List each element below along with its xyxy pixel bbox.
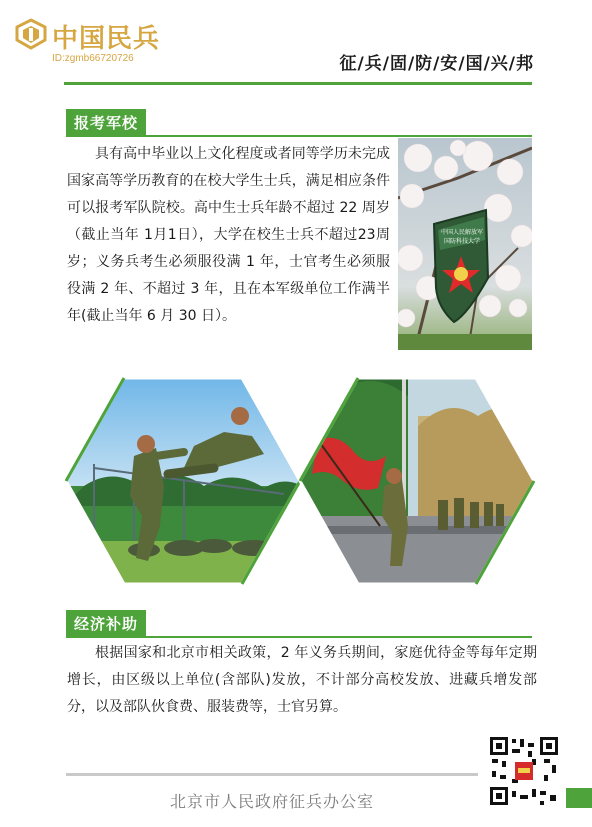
logo [14, 12, 164, 64]
cherry-blossom-badge-photo [398, 138, 532, 350]
section-body-financial-aid: 根据国家和北京市相关政策，2 年义务兵期间，家庭优待金等每年定期增长，由区级以上单位(含部队)发放，不计部分高校发放、进藏兵增发部分，以及部队伙食费、服装费等，士官另算。 [67, 645, 537, 715]
logo-emblem-icon [14, 18, 48, 50]
slogan: 征/兵/固/防/安/国/兴/邦 [339, 54, 534, 74]
section-divider [66, 135, 532, 137]
soldiers-running-flag-hex-photo [298, 376, 536, 586]
section-body-military-academy: 具有高中毕业以上文化程度或者同等学历未完成国家高等学历教育的在校大学生士兵，满足相应条件可以报考军队院校。高中生士兵年龄不超过 22 周岁（截止当年 1月1日），大学在校生士兵不超过23周岁；义务兵考生必须服役满 1 年，士官考生必须服役满 2 年、不超过 3 年，且在本军级单位工作满半年(截止当年 6 月 30 日）。 [67, 146, 390, 324]
footer-divider [66, 773, 478, 776]
footer-text: 北京市人民政府征兵办公室 [169, 792, 374, 811]
section-title-financial-aid: 经济补助 [66, 610, 146, 637]
badge-text-line1: 中国人民解放军 [440, 229, 484, 236]
section-title-military-academy: 报考军校 [66, 109, 146, 136]
qr-code[interactable] [488, 735, 560, 807]
badge-text-line2: 国防科技大学 [443, 238, 481, 245]
corner-accent [566, 788, 592, 808]
top-divider [64, 82, 532, 85]
logo-id: ID:zgmb66720726 [52, 53, 134, 64]
logo-name: 中国民兵 [52, 24, 161, 54]
soldiers-training-hex-photo [64, 376, 302, 586]
section-divider [66, 636, 532, 638]
